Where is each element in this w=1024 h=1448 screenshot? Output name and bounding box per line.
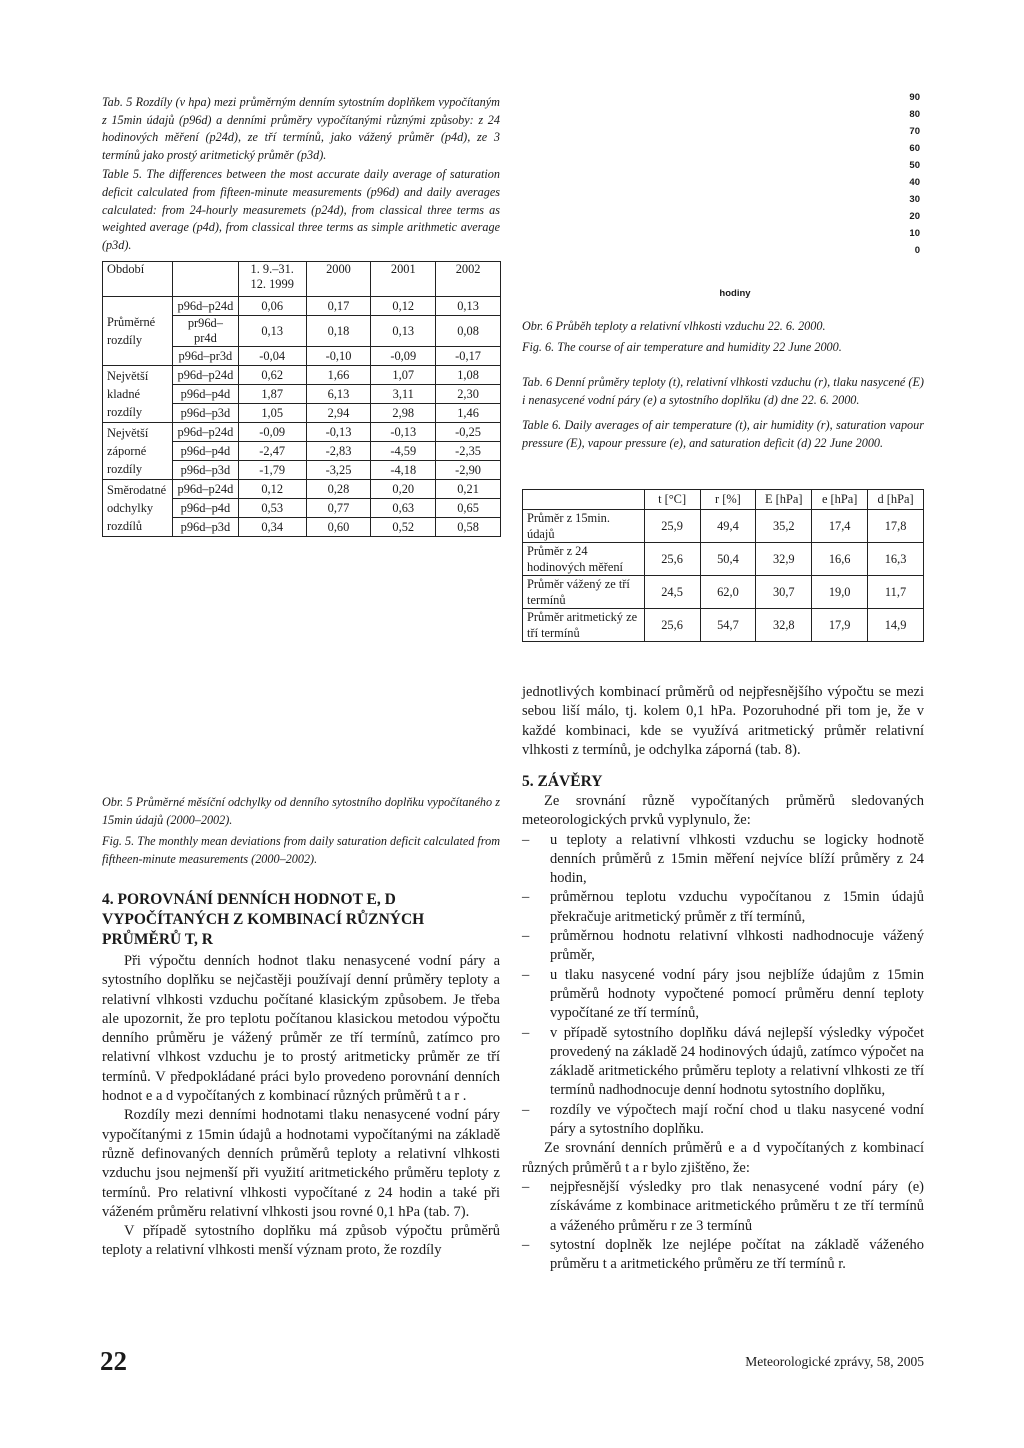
table5-header-cell: 2002 [436,262,501,297]
table5-group-label: Největší záporné rozdíly [103,423,173,480]
y-tick-label: 40 [909,177,920,188]
table6-header-cell: e [hPa] [812,490,868,510]
table5-value: 1,08 [436,366,501,385]
section4-paragraph-3: V případě sytostního doplňku má způsob výpočtu průměrů teploty a relativní vlhkosti menší význam proto, že rozdíly [102,1223,500,1259]
table5-value: 0,28 [306,480,371,499]
table5-value: 1,87 [238,385,306,404]
section4-paragraph-1: Při výpočtu denních hodnot tlaku nenasycené vodní páry a sytostního doplňku se nejčastěji používají denní průměry teploty a relativní vlhkosti vzduchu počítané klasickým způsobem. Je třeba ale upozornit, že pro teplotu počítanou klasickou metodou výpočtu denního průměru je vážený průměr ze tří termínů, zatímco pro relativní vlhkost vzduchu je to prostý aritmeticky průměr ze tří termínů. V předpokládané práci bylo provedeno porovnání denních hodnot e a d vypočítaných z kombinací různých průměrů t a r . [102,953,500,1105]
figure6-caption [522,318,924,356]
table6-header-cell [523,490,645,510]
table5-value: 2,94 [306,404,371,423]
y-tick-label: 60 [909,143,920,154]
list-item: – nejpřesnější výsledky pro tlak nenasycené vodní páry (e) získáváme z kombinace aritmetického průměru t ze tří termínů a váženého průměru r ze 3 termínů [522,1178,924,1236]
table6-value: 54,7 [700,609,756,642]
table5-value: 0,65 [436,499,501,518]
section5-intro: Ze srovnání různě vypočítaných průměrů sledovaných meteorologických prvků vyplynulo, že: [522,793,924,829]
table5-value: -2,35 [436,442,501,461]
table6-value: 32,9 [756,543,812,576]
table5-value: 1,66 [306,366,371,385]
table6-row-label: Průměr vážený ze tří termínů [523,576,645,609]
table5-value: -0,13 [371,423,436,442]
table6-header-row [523,490,924,510]
table6-value: 25,6 [644,543,700,576]
table6-value: 62,0 [700,576,756,609]
table5-header-cell [172,262,238,297]
table6-header-cell: t [°C] [644,490,700,510]
list-item: – v případě sytostního doplňku dává nejlepší výsledky výpočet provedený na základě 24 hodinových údajů, zatímco výpočet na základě aritmetického průměru teploty a relativní vlhkosti ze tří termínů nadhodnocuje denní hodnotu sytostního doplňku, [522,1024,924,1101]
table6-value: 17,9 [812,609,868,642]
y-tick-label: 80 [909,109,920,120]
table6-value: 30,7 [756,576,812,609]
figure5-caption-cs: Obr. 5 Průměrné měsíční odchylky od denního sytostního doplňku vypočítaného z 15min údajů (2000–2002). [102,795,500,827]
table5-value: 0,06 [238,297,306,316]
list-item: – rozdíly ve výpočtech mají roční chod u tlaku nasycené vodní páry a sytostního doplňku. [522,1101,924,1140]
table6-header-cell: d [hPa] [868,490,924,510]
table5-value: 0,13 [436,297,501,316]
table-row [103,297,501,316]
table5-difference-label: p96d–p4d [172,442,238,461]
table5-difference-label: p96d–p3d [172,461,238,480]
table6-row-label: Průměr z 24 hodinových měření [523,543,645,576]
list-item: – u tlaku nasycené vodní páry jsou nejblíže údajům z 15min průměrů hodnoty vypočtené pomocí průměru denní teploty vypočítané ze tří termínů, [522,966,924,1024]
journal-name: Meteorologické zprávy, 58, 2005 [745,1354,924,1369]
table6-value: 32,8 [756,609,812,642]
table5-value: -0,10 [306,347,371,366]
figure5-caption [102,794,500,868]
table-row [103,423,501,442]
table5-value: -0,13 [306,423,371,442]
table5-value: -2,83 [306,442,371,461]
table6-value: 50,4 [700,543,756,576]
x-axis-label: hodiny [719,288,751,299]
table5-difference-label: p96d–pr3d [172,347,238,366]
y-tick-label: 70 [909,126,920,137]
table-row [523,543,924,576]
figure6-caption-en: Fig. 6. The course of air temperature and humidity 22 June 2000. [522,339,842,354]
table5-group-label: Směrodatné odchylky rozdílů [103,480,173,537]
table5-value: 2,98 [371,404,436,423]
figure5-caption-en: Fig. 5. The monthly mean deviations from daily saturation deficit calculated from fiftheen-minute measurements (2000–2002). [102,834,500,866]
table5-difference-label: p96d–p4d [172,385,238,404]
table5-value: -4,59 [371,442,436,461]
table6-value: 16,3 [868,543,924,576]
conclusions-list-1 [522,831,924,1140]
table-row [523,609,924,642]
table5-value: -2,90 [436,461,501,480]
table6-row-label: Průměr z 15min. údajů [523,510,645,543]
table5-difference-label: p96d–p24d [172,366,238,385]
table5-value: 0,20 [371,480,436,499]
list-item: – průměrnou hodnotu relativní vlhkosti nadhodnocuje vážený průměr, [522,927,924,966]
table6-caption [522,374,924,452]
table5-header-cell: 1. 9.–31. 12. 1999 [238,262,306,297]
table6-value: 17,4 [812,510,868,543]
section4-heading: 4. POROVNÁNÍ DENNÍCH HODNOT E, D VYPOČÍTANÝCH Z KOMBINACÍ RŮZNÝCH PRŮMĚRŮ T, R [102,891,425,948]
table5-value: -0,04 [238,347,306,366]
table5-difference-label: p96d–p4d [172,499,238,518]
table6-value: 25,9 [644,510,700,543]
table6-caption-cs: Tab. 6 Denní průměry teploty (t), relativní vlhkosti vzduchu (r), tlaku nasycené (E) i nenasycené vodní páry (e) a sytostního doplňku (d) dne 22. 6. 2000. [522,375,924,407]
table5-value: -0,17 [436,347,501,366]
table5-value: 0,12 [238,480,306,499]
table5-value: -0,25 [436,423,501,442]
table5-caption [102,94,500,254]
table5-value: -3,25 [306,461,371,480]
page-number: 22 [100,1346,127,1376]
table5-value: 6,13 [306,385,371,404]
table5-value: 0,13 [238,316,306,347]
col2-continuation: jednotlivých kombinací průměrů od nejpřesnějšího výpočtu se mezi sebou liší málo, tj. kolem 0,1 hPa. Pozoruhodné při tom je, že v každé kombinaci, kde se využívá aritmetický průměr relativní vlhkosti z termínů, je odchylka záporná (tab. 8). [522,684,924,758]
table5-difference-label: pr96d–pr4d [172,316,238,347]
table5-group-label: Průměrné rozdíly [103,297,173,366]
section5-intro-2: Ze srovnání denních průměrů e a d vypočítaných z kombinací různých průměrů t a r bylo zjištěno, že: [522,1140,924,1176]
table5-header-row [103,262,501,297]
table-row [103,366,501,385]
table5 [102,261,501,537]
table5-caption-en: Table 5. The differences between the most accurate daily average of saturation deficit calculated from fifteen-minute measurements (p96d) and daily averages calculated: from 24-hourly measuremets (p24d), from classical three terms as weighted average (p4d), from classical three terms as simple arithmetic average (p3d). [102,167,500,252]
table5-value: 0,53 [238,499,306,518]
table-row [103,480,501,499]
section4 [102,890,500,1261]
table5-difference-label: p96d–p24d [172,297,238,316]
table5-value: -2,47 [238,442,306,461]
section4-paragraph-2: Rozdíly mezi denními hodnotami tlaku nenasycené vodní páry vypočítanými z 15min údajů a hodnotami vypočítanými na základě různě definovaných denních průměrů teploty a relativní vlhkosti vzduchu jsou nejmenší při využití aritmetického průměru teploty z termínů. Pro relativní vlhkosti vypočítané z 24 hodin a také při váženém průměru relativní vlhkosti jsou rovné 0,1 hPa (tab. 7). [102,1107,500,1220]
table5-value: 1,07 [371,366,436,385]
table6-value: 14,9 [868,609,924,642]
y-tick-label: 90 [909,92,920,103]
table5-group-label: Největší kladné rozdíly [103,366,173,423]
table6-value: 25,6 [644,609,700,642]
y-tick-label: 10 [909,228,920,239]
table5-header-cell: 2000 [306,262,371,297]
table6-row-label: Průměr aritmetický ze tří termínů [523,609,645,642]
table-row [523,510,924,543]
figure6-chart [870,92,930,272]
table5-value: 2,30 [436,385,501,404]
table5-difference-label: p96d–p24d [172,480,238,499]
table5-caption-cs: Tab. 5 Rozdíly (v hpa) mezi průměrným denním sytostním doplňkem vypočítaným z 15min údajů (p96d) a denními průměry vypočítanými různými způsoby: z 24 hodinových měření (p24d), ze tří termínů, jako vážený průměr (p4d), ze 3 termínů jako prostý aritmetický průměr (p3d). [102,95,500,162]
table5-value: -0,09 [371,347,436,366]
table5-value: 0,60 [306,518,371,537]
section5 [522,772,924,1274]
table5-value: 3,11 [371,385,436,404]
section5-heading: 5. ZÁVĚRY [522,773,603,790]
conclusions-list-2 [522,1178,924,1274]
table5-value: 0,18 [306,316,371,347]
table5-value: 0,62 [238,366,306,385]
table6-value: 11,7 [868,576,924,609]
table5-value: 0,08 [436,316,501,347]
table5-difference-label: p96d–p3d [172,518,238,537]
list-item: – sytostní doplněk lze nejlépe počítat na základě váženého průměru t a aritmetického průměru ze tří termínů r. [522,1236,924,1275]
list-item: – u teploty a relativní vlhkosti vzduchu se logicky hodnotě denních průměrů z 15min měření nejvíce blíží průměry z 24 hodin, [522,831,924,889]
table5-value: 0,12 [371,297,436,316]
table6-value: 24,5 [644,576,700,609]
table6-value: 17,8 [868,510,924,543]
list-item: – průměrnou teplotu vzduchu vypočítanou z 15min údajů překračuje aritmetický průměr z tří termínů, [522,888,924,927]
table6-value: 19,0 [812,576,868,609]
table5-value: 1,05 [238,404,306,423]
table5-value: 0,13 [371,316,436,347]
table6-header-cell: r [%] [700,490,756,510]
figure6-caption-cs: Obr. 6 Průběh teploty a relativní vlhkosti vzduchu 22. 6. 2000. [522,319,826,333]
table5-value: -4,18 [371,461,436,480]
table5-value: 0,17 [306,297,371,316]
y-tick-label: 30 [909,194,920,205]
table6-header-cell: E [hPa] [756,490,812,510]
table5-value: 0,34 [238,518,306,537]
table6-caption-en: Table 6. Daily averages of air temperature (t), air humidity (r), saturation vapour pressure (E), vapour pressure (e), and saturation deficit (d) 22 June 2000. [522,418,924,450]
table5-value: -1,79 [238,461,306,480]
table5-value: 1,46 [436,404,501,423]
table5-value: 0,63 [371,499,436,518]
table5-value: 0,77 [306,499,371,518]
table6 [522,489,924,642]
table5-header-cell: Období [103,262,173,297]
table6-value: 16,6 [812,543,868,576]
table5-value: 0,21 [436,480,501,499]
y-tick-label: 20 [909,211,920,222]
table5-value: -0,09 [238,423,306,442]
table6-value: 49,4 [700,510,756,543]
table5-value: 0,58 [436,518,501,537]
table6-value: 35,2 [756,510,812,543]
table5-difference-label: p96d–p24d [172,423,238,442]
table-row [523,576,924,609]
y-tick-label: 50 [909,160,920,171]
table5-difference-label: p96d–p3d [172,404,238,423]
table5-value: 0,52 [371,518,436,537]
y-tick-label: 0 [914,245,920,256]
table5-header-cell: 2001 [371,262,436,297]
